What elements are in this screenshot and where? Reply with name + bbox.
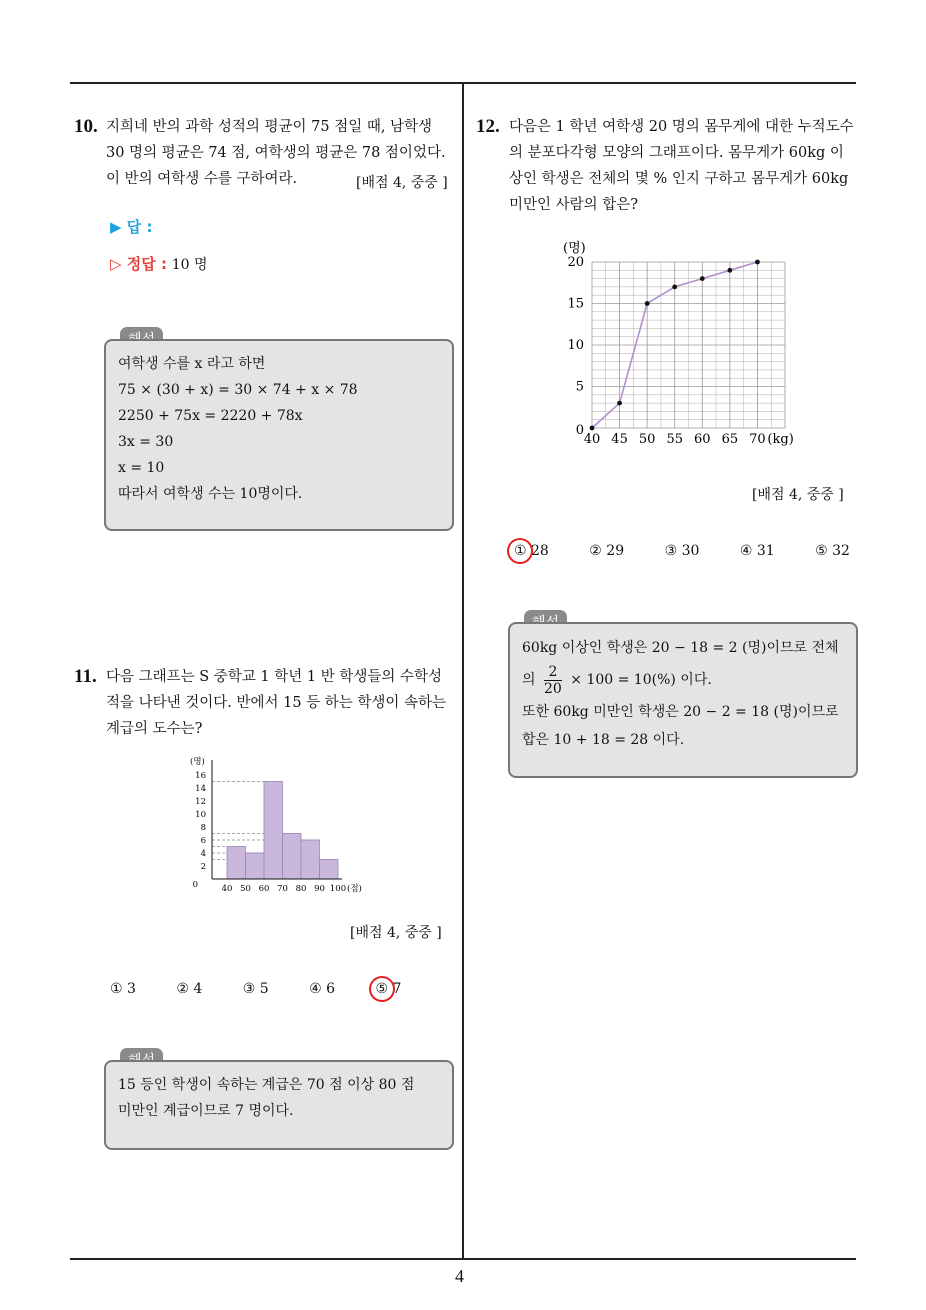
y-axis-label: (명) xyxy=(563,241,586,256)
question-12-line: 상인 학생은 전체의 몇 % 인지 구하고 몸무게가 60kg xyxy=(509,171,849,187)
question-11-line: 계급의 도수는? xyxy=(106,721,203,737)
x-tick-label: 80 xyxy=(295,884,307,894)
solution-line: 따라서 여학생 수는 10명이다. xyxy=(118,486,303,502)
question-10-score: [배점 4, 중중 ] xyxy=(356,175,448,191)
x-tick-label: 60 xyxy=(694,432,711,447)
question-11-line: 적을 나타낸 것이다. 반에서 15 등 하는 학생이 속하는 xyxy=(106,695,447,711)
x-axis-label: (점) xyxy=(347,884,362,894)
question-11-choices xyxy=(110,981,429,997)
y-tick-label: 10 xyxy=(195,810,206,820)
solution-box-12 xyxy=(508,622,858,778)
question-10-number: 10. xyxy=(74,116,98,137)
question-12-number: 12. xyxy=(476,116,500,137)
solution-line: 합은 10 + 18 = 28 이다. xyxy=(522,732,685,748)
x-tick-label: 50 xyxy=(240,884,251,894)
selected-circle-mark xyxy=(365,972,398,1005)
y-tick-label: 4 xyxy=(200,849,206,859)
solution-line: 15 등인 학생이 속하는 계급은 70 점 이상 80 점 xyxy=(118,1077,415,1093)
data-point xyxy=(727,268,732,273)
question-11-line: 다음 그래프는 S 중학교 1 학년 1 반 학생들의 수학성 xyxy=(106,669,442,685)
data-point xyxy=(700,276,705,281)
choice-3[interactable]: ③ 30 xyxy=(664,543,700,559)
data-point xyxy=(645,301,650,306)
cumulative-frequency-chart xyxy=(555,236,815,456)
x-tick-label: 40 xyxy=(583,432,601,447)
question-12-line: 의 분포다각형 모양의 그래프이다. 몸무게가 60kg 이 xyxy=(509,145,844,161)
solution-line: 여학생 수를 x 라고 하면 xyxy=(118,356,266,372)
y-zero-label: 0 xyxy=(192,880,198,890)
x-tick-label: 45 xyxy=(611,432,628,447)
answer-label: ▶ 답 : xyxy=(110,218,153,236)
histogram-bar xyxy=(246,853,265,879)
y-tick-label: 0 xyxy=(575,423,584,438)
y-tick-label: 14 xyxy=(195,784,206,794)
solution-line: 3x = 30 xyxy=(118,434,174,450)
y-tick-label: 15 xyxy=(567,296,584,312)
y-tick-label: 16 xyxy=(195,771,206,781)
x-tick-label: 65 xyxy=(721,432,739,447)
histogram-bar xyxy=(283,834,302,880)
x-tick-label: 40 xyxy=(221,884,233,894)
column-divider xyxy=(462,82,464,1260)
x-axis-label: (kg) xyxy=(767,432,794,447)
question-11-score: [배점 4, 중중 ] xyxy=(350,925,442,941)
solution-box-11 xyxy=(104,1060,454,1150)
x-tick-label: 55 xyxy=(666,432,683,447)
x-tick-label: 70 xyxy=(277,884,288,894)
question-11-text xyxy=(106,664,458,742)
y-tick-label: 5 xyxy=(575,379,584,395)
page-number: 4 xyxy=(455,1266,464,1286)
question-12-score: [배점 4, 중중 ] xyxy=(752,487,844,503)
solution-line: 60kg 이상인 학생은 20 − 18 = 2 (명)이므로 전체 xyxy=(522,640,839,656)
correct-answer-value: 10 명 xyxy=(171,257,208,273)
question-12-line: 다음은 1 학년 여학생 20 명의 몸무게에 대한 누적도수 xyxy=(509,119,854,135)
choice-1[interactable]: ① 3 xyxy=(110,981,136,997)
choice-5[interactable]: ⑤ 32 xyxy=(815,543,850,559)
solution-line-fraction: 의 $\frac{2}{20}$ × 100 = 10(%) 이다. xyxy=(522,663,712,697)
x-tick-label: 90 xyxy=(314,884,325,894)
selected-circle-mark xyxy=(503,534,536,567)
question-10-line: 지희네 반의 과학 성적의 평균이 75 점일 때, 남학생 xyxy=(106,119,433,135)
x-tick-label: 70 xyxy=(749,432,766,447)
choice-5[interactable]: ⑤ 7 xyxy=(376,981,402,997)
question-10-line: 30 명의 평균은 74 점, 여학생의 평균은 78 점이었다. xyxy=(106,145,446,161)
y-axis-label: (명) xyxy=(190,757,205,767)
histogram-bar xyxy=(301,840,320,879)
histogram-bar xyxy=(320,860,339,880)
choice-4[interactable]: ④ 6 xyxy=(309,981,336,997)
solution-line: x = 10 xyxy=(118,460,165,476)
solution-line: 미만인 계급이므로 7 명이다. xyxy=(118,1103,294,1119)
data-point xyxy=(617,401,622,406)
data-point xyxy=(672,285,677,290)
fraction: $\frac{2}{20}$ xyxy=(543,663,562,697)
question-12-text xyxy=(509,114,859,218)
correct-answer-label: ▷ 정답 : xyxy=(110,255,167,273)
histogram-chart xyxy=(185,752,385,902)
question-10-line: 이 반의 여학생 수를 구하여라. xyxy=(106,171,298,187)
x-tick-label: 50 xyxy=(638,432,656,447)
solution-line: 또한 60kg 미만인 학생은 20 − 2 = 18 (명)이므로 xyxy=(522,704,839,720)
choice-2[interactable]: ② 4 xyxy=(176,981,203,997)
y-tick-label: 8 xyxy=(200,823,206,833)
data-point xyxy=(590,426,595,431)
choice-2[interactable]: ② 29 xyxy=(589,543,625,559)
bottom-rule xyxy=(70,1258,856,1260)
y-tick-label: 2 xyxy=(200,862,206,872)
question-12-line: 미만인 사람의 합은? xyxy=(509,197,639,213)
question-11-number: 11. xyxy=(74,666,97,687)
solution-box-10 xyxy=(104,339,454,531)
choice-3[interactable]: ③ 5 xyxy=(242,981,269,997)
correct-answer xyxy=(110,253,208,274)
x-tick-label: 100 xyxy=(329,884,347,894)
choice-1[interactable]: ① 28 xyxy=(514,543,549,559)
histogram-bar xyxy=(264,782,283,880)
y-tick-label: 20 xyxy=(567,255,584,270)
x-tick-label: 60 xyxy=(258,884,270,894)
choice-4[interactable]: ④ 31 xyxy=(739,543,775,559)
histogram-bar xyxy=(227,847,246,880)
question-12-choices xyxy=(514,543,878,559)
y-tick-label: 12 xyxy=(195,797,206,807)
y-tick-label: 6 xyxy=(200,836,206,846)
y-tick-label: 10 xyxy=(567,338,584,353)
data-point xyxy=(755,260,760,265)
solution-line: 2250 + 75x = 2220 + 78x xyxy=(118,408,303,424)
solution-line: 75 × (30 + x) = 30 × 74 + x × 78 xyxy=(118,382,358,398)
